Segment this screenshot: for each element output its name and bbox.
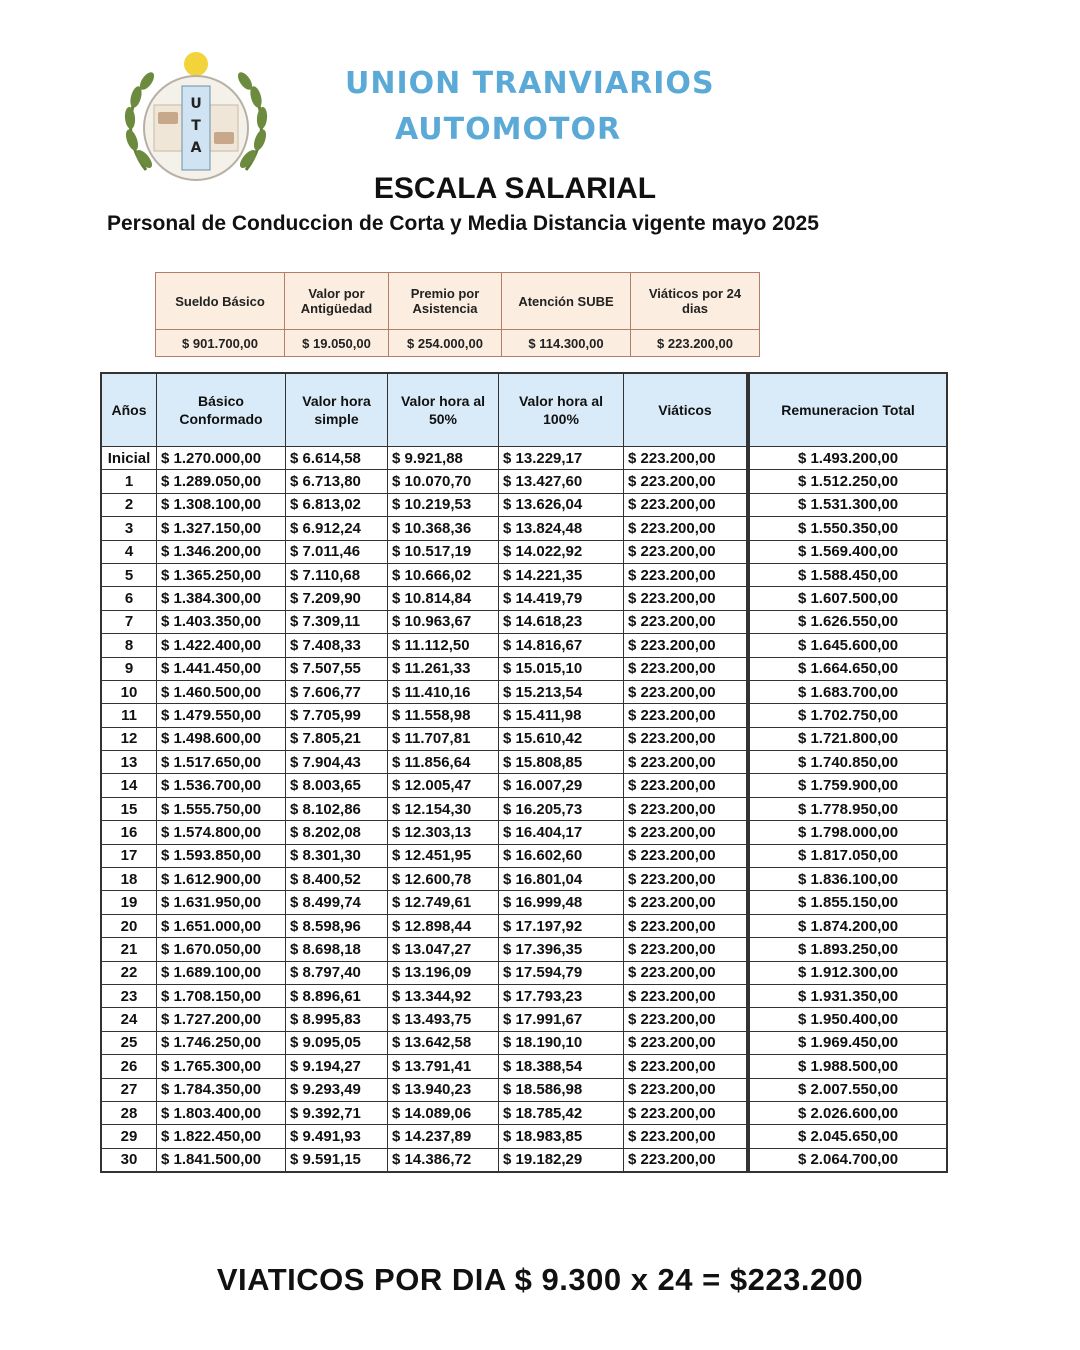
cell-basico-conformado: $ 1.708.150,00 — [157, 984, 286, 1007]
table-row — [101, 938, 947, 961]
table-row — [101, 587, 947, 610]
summary-value: $ 114.300,00 — [502, 330, 631, 357]
cell-basico-conformado: $ 1.289.050,00 — [157, 470, 286, 493]
cell-remuneracion-total: $ 1.531.300,00 — [748, 493, 947, 516]
cell-basico-conformado: $ 1.517.650,00 — [157, 751, 286, 774]
cell-valor-hora-100: $ 15.213,54 — [499, 680, 624, 703]
cell-valor-hora-50: $ 13.196,09 — [388, 961, 499, 984]
summary-header: Valor por Antigüedad — [285, 273, 389, 330]
cell-remuneracion-total: $ 1.988.500,00 — [748, 1055, 947, 1078]
cell-basico-conformado: $ 1.327.150,00 — [157, 517, 286, 540]
cell-basico-conformado: $ 1.365.250,00 — [157, 563, 286, 586]
cell-valor-hora-simple: $ 8.598,96 — [286, 914, 388, 937]
cell-basico-conformado: $ 1.498.600,00 — [157, 727, 286, 750]
cell-viaticos: $ 223.200,00 — [624, 891, 749, 914]
cell-viaticos: $ 223.200,00 — [624, 868, 749, 891]
cell-remuneracion-total: $ 1.683.700,00 — [748, 680, 947, 703]
cell-anos: 20 — [101, 914, 157, 937]
cell-viaticos: $ 223.200,00 — [624, 563, 749, 586]
cell-valor-hora-50: $ 10.963,67 — [388, 610, 499, 633]
cell-remuneracion-total: $ 1.759.900,00 — [748, 774, 947, 797]
cell-remuneracion-total: $ 1.778.950,00 — [748, 797, 947, 820]
cell-remuneracion-total: $ 2.007.550,00 — [748, 1078, 947, 1101]
cell-valor-hora-50: $ 13.791,41 — [388, 1055, 499, 1078]
cell-basico-conformado: $ 1.651.000,00 — [157, 914, 286, 937]
cell-valor-hora-100: $ 15.015,10 — [499, 657, 624, 680]
cell-valor-hora-100: $ 17.991,67 — [499, 1008, 624, 1031]
cell-valor-hora-50: $ 12.451,95 — [388, 844, 499, 867]
cell-valor-hora-100: $ 16.007,29 — [499, 774, 624, 797]
cell-valor-hora-100: $ 18.983,85 — [499, 1125, 624, 1148]
cell-remuneracion-total: $ 1.912.300,00 — [748, 961, 947, 984]
cell-basico-conformado: $ 1.479.550,00 — [157, 704, 286, 727]
cell-anos: 30 — [101, 1148, 157, 1172]
cell-valor-hora-50: $ 14.089,06 — [388, 1101, 499, 1124]
cell-valor-hora-simple: $ 6.713,80 — [286, 470, 388, 493]
salary-table-body — [101, 447, 947, 1173]
cell-valor-hora-100: $ 17.197,92 — [499, 914, 624, 937]
cell-valor-hora-simple: $ 8.698,18 — [286, 938, 388, 961]
cell-viaticos: $ 223.200,00 — [624, 1125, 749, 1148]
cell-valor-hora-simple: $ 8.102,86 — [286, 797, 388, 820]
cell-valor-hora-simple: $ 8.499,74 — [286, 891, 388, 914]
table-row — [101, 727, 947, 750]
summary-value: $ 254.000,00 — [389, 330, 502, 357]
cell-remuneracion-total: $ 1.645.600,00 — [748, 634, 947, 657]
cell-valor-hora-100: $ 13.626,04 — [499, 493, 624, 516]
cell-valor-hora-100: $ 15.808,85 — [499, 751, 624, 774]
cell-valor-hora-simple: $ 7.507,55 — [286, 657, 388, 680]
cell-viaticos: $ 223.200,00 — [624, 938, 749, 961]
cell-valor-hora-100: $ 14.221,35 — [499, 563, 624, 586]
bus-icon — [158, 112, 178, 124]
page-title: ESCALA SALARIAL — [373, 172, 657, 205]
cell-viaticos: $ 223.200,00 — [624, 844, 749, 867]
viaticos-footer: VIATICOS POR DIA $ 9.300 x 24 = $223.200 — [216, 1262, 864, 1297]
cell-valor-hora-simple: $ 9.591,15 — [286, 1148, 388, 1172]
cell-remuneracion-total: $ 1.836.100,00 — [748, 868, 947, 891]
cell-valor-hora-50: $ 12.154,30 — [388, 797, 499, 820]
table-row — [101, 774, 947, 797]
cell-valor-hora-simple: $ 9.194,27 — [286, 1055, 388, 1078]
cell-valor-hora-100: $ 16.205,73 — [499, 797, 624, 820]
cell-valor-hora-50: $ 13.047,27 — [388, 938, 499, 961]
cell-viaticos: $ 223.200,00 — [624, 540, 749, 563]
page-subtitle: Personal de Conduccion de Corta y Media Distancia vigente mayo 2025 — [107, 212, 819, 235]
cell-valor-hora-simple: $ 8.400,52 — [286, 868, 388, 891]
cell-valor-hora-simple: $ 7.904,43 — [286, 751, 388, 774]
cell-valor-hora-simple: $ 7.606,77 — [286, 680, 388, 703]
cell-valor-hora-simple: $ 8.896,61 — [286, 984, 388, 1007]
cell-valor-hora-50: $ 11.558,98 — [388, 704, 499, 727]
table-row — [101, 470, 947, 493]
cell-valor-hora-simple: $ 7.705,99 — [286, 704, 388, 727]
cell-valor-hora-100: $ 13.824,48 — [499, 517, 624, 540]
logo-letter-a: A — [190, 140, 202, 156]
salary-table — [100, 372, 948, 1173]
cell-basico-conformado: $ 1.784.350,00 — [157, 1078, 286, 1101]
table-row — [101, 657, 947, 680]
cell-valor-hora-100: $ 18.785,42 — [499, 1101, 624, 1124]
cell-viaticos: $ 223.200,00 — [624, 1031, 749, 1054]
cell-remuneracion-total: $ 1.512.250,00 — [748, 470, 947, 493]
cell-valor-hora-simple: $ 7.011,46 — [286, 540, 388, 563]
cell-valor-hora-simple: $ 8.301,30 — [286, 844, 388, 867]
org-name-line1: UNION TRANVIARIOS — [345, 66, 715, 101]
cell-remuneracion-total: $ 1.969.450,00 — [748, 1031, 947, 1054]
cell-valor-hora-simple: $ 8.202,08 — [286, 821, 388, 844]
cell-anos: 1 — [101, 470, 157, 493]
cell-valor-hora-50: $ 10.070,70 — [388, 470, 499, 493]
cell-anos: 22 — [101, 961, 157, 984]
cell-basico-conformado: $ 1.460.500,00 — [157, 680, 286, 703]
cell-viaticos: $ 223.200,00 — [624, 1008, 749, 1031]
cell-anos: Inicial — [101, 447, 157, 470]
cell-valor-hora-50: $ 12.303,13 — [388, 821, 499, 844]
cell-valor-hora-100: $ 18.190,10 — [499, 1031, 624, 1054]
cell-anos: 16 — [101, 821, 157, 844]
cell-remuneracion-total: $ 1.721.800,00 — [748, 727, 947, 750]
cell-valor-hora-100: $ 14.816,67 — [499, 634, 624, 657]
cell-anos: 6 — [101, 587, 157, 610]
cell-anos: 7 — [101, 610, 157, 633]
cell-valor-hora-simple: $ 9.293,49 — [286, 1078, 388, 1101]
cell-anos: 15 — [101, 797, 157, 820]
cell-basico-conformado: $ 1.384.300,00 — [157, 587, 286, 610]
cell-anos: 21 — [101, 938, 157, 961]
org-name-line2: AUTOMOTOR — [395, 112, 622, 147]
cell-valor-hora-100: $ 14.022,92 — [499, 540, 624, 563]
cell-valor-hora-100: $ 14.419,79 — [499, 587, 624, 610]
table-row — [101, 517, 947, 540]
cell-valor-hora-simple: $ 6.614,58 — [286, 447, 388, 470]
cell-basico-conformado: $ 1.574.800,00 — [157, 821, 286, 844]
cell-valor-hora-100: $ 17.594,79 — [499, 961, 624, 984]
cell-viaticos: $ 223.200,00 — [624, 1078, 749, 1101]
table-row — [101, 1078, 947, 1101]
cell-anos: 9 — [101, 657, 157, 680]
cell-valor-hora-100: $ 17.793,23 — [499, 984, 624, 1007]
cell-remuneracion-total: $ 2.045.650,00 — [748, 1125, 947, 1148]
table-row — [101, 634, 947, 657]
cell-valor-hora-simple: $ 7.805,21 — [286, 727, 388, 750]
cell-basico-conformado: $ 1.631.950,00 — [157, 891, 286, 914]
table-row — [101, 984, 947, 1007]
cell-valor-hora-simple: $ 7.110,68 — [286, 563, 388, 586]
cell-valor-hora-100: $ 16.404,17 — [499, 821, 624, 844]
col-header-hora-100: Valor hora al 100% — [499, 373, 624, 447]
cell-anos: 26 — [101, 1055, 157, 1078]
salary-table-header — [101, 373, 947, 447]
col-header-anos: Años — [101, 373, 157, 447]
cell-anos: 23 — [101, 984, 157, 1007]
cell-viaticos: $ 223.200,00 — [624, 751, 749, 774]
cell-viaticos: $ 223.200,00 — [624, 914, 749, 937]
table-row — [101, 1055, 947, 1078]
cell-viaticos: $ 223.200,00 — [624, 704, 749, 727]
cell-basico-conformado: $ 1.308.100,00 — [157, 493, 286, 516]
summary-table — [155, 272, 760, 357]
cell-remuneracion-total: $ 2.026.600,00 — [748, 1101, 947, 1124]
summary-value: $ 901.700,00 — [156, 330, 285, 357]
cell-basico-conformado: $ 1.670.050,00 — [157, 938, 286, 961]
cell-valor-hora-simple: $ 6.912,24 — [286, 517, 388, 540]
cell-valor-hora-50: $ 12.898,44 — [388, 914, 499, 937]
cell-valor-hora-100: $ 16.602,60 — [499, 844, 624, 867]
table-row — [101, 797, 947, 820]
cell-viaticos: $ 223.200,00 — [624, 984, 749, 1007]
table-row — [101, 891, 947, 914]
cell-anos: 29 — [101, 1125, 157, 1148]
table-row — [101, 751, 947, 774]
cell-viaticos: $ 223.200,00 — [624, 493, 749, 516]
cell-remuneracion-total: $ 1.893.250,00 — [748, 938, 947, 961]
cell-basico-conformado: $ 1.822.450,00 — [157, 1125, 286, 1148]
cell-anos: 17 — [101, 844, 157, 867]
cell-valor-hora-50: $ 11.707,81 — [388, 727, 499, 750]
table-row — [101, 1148, 947, 1172]
table-row — [101, 704, 947, 727]
union-logo — [118, 50, 274, 192]
cell-anos: 27 — [101, 1078, 157, 1101]
logo-letter-u: U — [190, 96, 202, 112]
cell-valor-hora-50: $ 10.517,19 — [388, 540, 499, 563]
cell-viaticos: $ 223.200,00 — [624, 470, 749, 493]
cell-valor-hora-50: $ 11.856,64 — [388, 751, 499, 774]
cell-valor-hora-100: $ 18.586,98 — [499, 1078, 624, 1101]
cell-basico-conformado: $ 1.270.000,00 — [157, 447, 286, 470]
cell-valor-hora-50: $ 13.493,75 — [388, 1008, 499, 1031]
cell-valor-hora-100: $ 16.801,04 — [499, 868, 624, 891]
cell-anos: 5 — [101, 563, 157, 586]
cell-valor-hora-100: $ 15.411,98 — [499, 704, 624, 727]
summary-header: Atención SUBE — [502, 273, 631, 330]
table-row — [101, 680, 947, 703]
cell-basico-conformado: $ 1.403.350,00 — [157, 610, 286, 633]
cell-basico-conformado: $ 1.803.400,00 — [157, 1101, 286, 1124]
table-row — [101, 1101, 947, 1124]
cell-valor-hora-50: $ 11.261,33 — [388, 657, 499, 680]
cell-remuneracion-total: $ 1.874.200,00 — [748, 914, 947, 937]
cell-basico-conformado: $ 1.536.700,00 — [157, 774, 286, 797]
summary-header: Sueldo Básico — [156, 273, 285, 330]
cell-anos: 25 — [101, 1031, 157, 1054]
cell-anos: 14 — [101, 774, 157, 797]
cell-anos: 10 — [101, 680, 157, 703]
cell-basico-conformado: $ 1.422.400,00 — [157, 634, 286, 657]
cell-basico-conformado: $ 1.746.250,00 — [157, 1031, 286, 1054]
cell-valor-hora-simple: $ 7.309,11 — [286, 610, 388, 633]
cell-valor-hora-50: $ 13.642,58 — [388, 1031, 499, 1054]
summary-header: Viáticos por 24 dias — [631, 273, 760, 330]
cell-remuneracion-total: $ 1.550.350,00 — [748, 517, 947, 540]
cell-valor-hora-50: $ 12.749,61 — [388, 891, 499, 914]
table-row — [101, 493, 947, 516]
cell-remuneracion-total: $ 1.607.500,00 — [748, 587, 947, 610]
cell-anos: 24 — [101, 1008, 157, 1031]
cell-valor-hora-simple: $ 9.392,71 — [286, 1101, 388, 1124]
cell-viaticos: $ 223.200,00 — [624, 1055, 749, 1078]
cell-basico-conformado: $ 1.346.200,00 — [157, 540, 286, 563]
cell-anos: 12 — [101, 727, 157, 750]
col-header-viaticos: Viáticos — [624, 373, 749, 447]
cell-anos: 2 — [101, 493, 157, 516]
cell-valor-hora-simple: $ 7.408,33 — [286, 634, 388, 657]
table-row — [101, 1125, 947, 1148]
cell-valor-hora-100: $ 16.999,48 — [499, 891, 624, 914]
cell-anos: 4 — [101, 540, 157, 563]
cell-valor-hora-50: $ 9.921,88 — [388, 447, 499, 470]
table-row — [101, 961, 947, 984]
cell-valor-hora-50: $ 10.814,84 — [388, 587, 499, 610]
table-row — [101, 844, 947, 867]
cell-valor-hora-simple: $ 7.209,90 — [286, 587, 388, 610]
cell-anos: 8 — [101, 634, 157, 657]
cell-valor-hora-simple: $ 9.491,93 — [286, 1125, 388, 1148]
tram-icon — [214, 132, 234, 144]
cell-valor-hora-50: $ 12.005,47 — [388, 774, 499, 797]
cell-remuneracion-total: $ 1.588.450,00 — [748, 563, 947, 586]
cell-remuneracion-total: $ 1.569.400,00 — [748, 540, 947, 563]
table-row — [101, 540, 947, 563]
summary-header: Premio por Asistencia — [389, 273, 502, 330]
cell-anos: 19 — [101, 891, 157, 914]
table-row — [101, 610, 947, 633]
cell-valor-hora-50: $ 11.410,16 — [388, 680, 499, 703]
cell-remuneracion-total: $ 1.817.050,00 — [748, 844, 947, 867]
cell-viaticos: $ 223.200,00 — [624, 774, 749, 797]
cell-viaticos: $ 223.200,00 — [624, 1148, 749, 1172]
cell-remuneracion-total: $ 2.064.700,00 — [748, 1148, 947, 1172]
cell-basico-conformado: $ 1.765.300,00 — [157, 1055, 286, 1078]
table-row — [101, 821, 947, 844]
cell-valor-hora-100: $ 15.610,42 — [499, 727, 624, 750]
table-row — [101, 868, 947, 891]
cell-viaticos: $ 223.200,00 — [624, 610, 749, 633]
summary-value: $ 223.200,00 — [631, 330, 760, 357]
col-header-total: Remuneracion Total — [748, 373, 947, 447]
cell-remuneracion-total: $ 1.931.350,00 — [748, 984, 947, 1007]
cell-basico-conformado: $ 1.689.100,00 — [157, 961, 286, 984]
cell-basico-conformado: $ 1.841.500,00 — [157, 1148, 286, 1172]
cell-remuneracion-total: $ 1.626.550,00 — [748, 610, 947, 633]
cell-viaticos: $ 223.200,00 — [624, 634, 749, 657]
cell-viaticos: $ 223.200,00 — [624, 1101, 749, 1124]
cell-valor-hora-50: $ 11.112,50 — [388, 634, 499, 657]
cell-anos: 3 — [101, 517, 157, 540]
cell-viaticos: $ 223.200,00 — [624, 680, 749, 703]
table-row — [101, 563, 947, 586]
cell-valor-hora-simple: $ 8.003,65 — [286, 774, 388, 797]
cell-basico-conformado: $ 1.441.450,00 — [157, 657, 286, 680]
cell-remuneracion-total: $ 1.664.650,00 — [748, 657, 947, 680]
cell-valor-hora-50: $ 10.368,36 — [388, 517, 499, 540]
col-header-hora-simple: Valor hora simple — [286, 373, 388, 447]
cell-valor-hora-100: $ 14.618,23 — [499, 610, 624, 633]
cell-anos: 28 — [101, 1101, 157, 1124]
cell-valor-hora-100: $ 13.229,17 — [499, 447, 624, 470]
table-row — [101, 447, 947, 470]
cell-anos: 13 — [101, 751, 157, 774]
cell-valor-hora-100: $ 18.388,54 — [499, 1055, 624, 1078]
cell-valor-hora-100: $ 19.182,29 — [499, 1148, 624, 1172]
cell-valor-hora-50: $ 10.219,53 — [388, 493, 499, 516]
cell-valor-hora-50: $ 12.600,78 — [388, 868, 499, 891]
col-header-hora-50: Valor hora al 50% — [388, 373, 499, 447]
cell-viaticos: $ 223.200,00 — [624, 447, 749, 470]
cell-remuneracion-total: $ 1.950.400,00 — [748, 1008, 947, 1031]
cell-valor-hora-simple: $ 8.995,83 — [286, 1008, 388, 1031]
cell-basico-conformado: $ 1.727.200,00 — [157, 1008, 286, 1031]
summary-header-row — [156, 273, 760, 330]
table-row — [101, 914, 947, 937]
cell-remuneracion-total: $ 1.740.850,00 — [748, 751, 947, 774]
col-header-basico: Básico Conformado — [157, 373, 286, 447]
summary-value: $ 19.050,00 — [285, 330, 389, 357]
cell-valor-hora-50: $ 13.940,23 — [388, 1078, 499, 1101]
cell-remuneracion-total: $ 1.855.150,00 — [748, 891, 947, 914]
cell-valor-hora-100: $ 13.427,60 — [499, 470, 624, 493]
cell-remuneracion-total: $ 1.493.200,00 — [748, 447, 947, 470]
cell-basico-conformado: $ 1.612.900,00 — [157, 868, 286, 891]
cell-viaticos: $ 223.200,00 — [624, 657, 749, 680]
cell-valor-hora-simple: $ 9.095,05 — [286, 1031, 388, 1054]
cell-valor-hora-50: $ 14.237,89 — [388, 1125, 499, 1148]
cell-anos: 18 — [101, 868, 157, 891]
cell-valor-hora-50: $ 10.666,02 — [388, 563, 499, 586]
summary-value-row — [156, 330, 760, 357]
cell-viaticos: $ 223.200,00 — [624, 797, 749, 820]
cell-valor-hora-simple: $ 6.813,02 — [286, 493, 388, 516]
cell-valor-hora-simple: $ 8.797,40 — [286, 961, 388, 984]
cell-valor-hora-50: $ 14.386,72 — [388, 1148, 499, 1172]
cell-viaticos: $ 223.200,00 — [624, 587, 749, 610]
sun-icon — [184, 52, 208, 76]
cell-viaticos: $ 223.200,00 — [624, 517, 749, 540]
cell-viaticos: $ 223.200,00 — [624, 961, 749, 984]
cell-valor-hora-50: $ 13.344,92 — [388, 984, 499, 1007]
cell-viaticos: $ 223.200,00 — [624, 727, 749, 750]
cell-basico-conformado: $ 1.555.750,00 — [157, 797, 286, 820]
cell-remuneracion-total: $ 1.798.000,00 — [748, 821, 947, 844]
cell-viaticos: $ 223.200,00 — [624, 821, 749, 844]
logo-letter-t: T — [191, 118, 201, 134]
cell-valor-hora-100: $ 17.396,35 — [499, 938, 624, 961]
table-row — [101, 1008, 947, 1031]
cell-basico-conformado: $ 1.593.850,00 — [157, 844, 286, 867]
table-row — [101, 1031, 947, 1054]
cell-anos: 11 — [101, 704, 157, 727]
cell-remuneracion-total: $ 1.702.750,00 — [748, 704, 947, 727]
